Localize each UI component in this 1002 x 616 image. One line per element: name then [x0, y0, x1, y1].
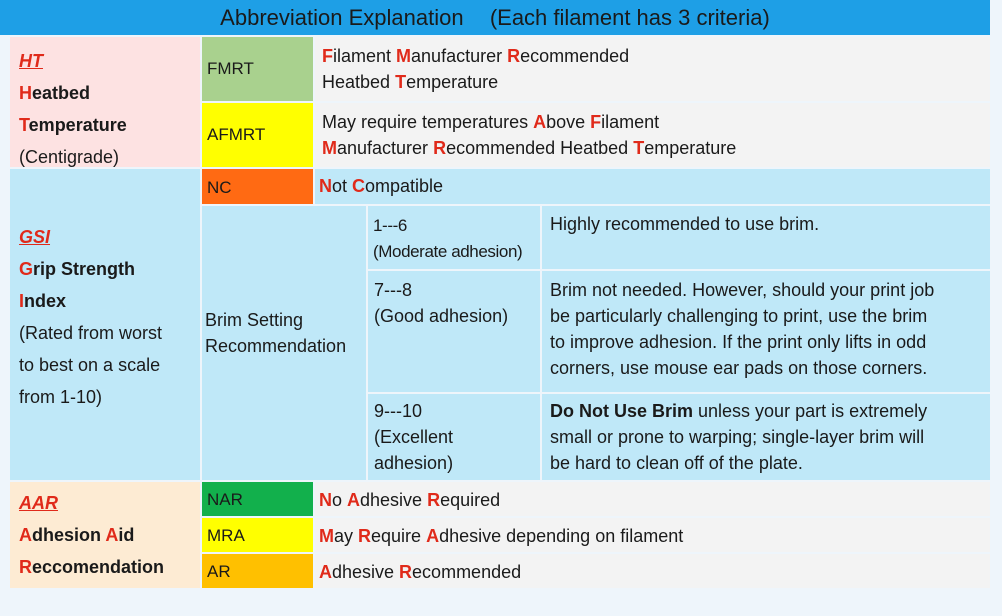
desc-afmrt: May require temperatures Above Filament Manufacturer Recommended Heatbed Temperature [315, 103, 990, 167]
code-fmrt: FMRT [202, 37, 313, 101]
code-ar: AR [202, 554, 313, 588]
aar-abbr: AAR [19, 493, 58, 513]
header-title: Abbreviation Explanation [220, 5, 464, 30]
code-nar: NAR [202, 482, 313, 516]
code-mra: MRA [202, 518, 313, 552]
brim-text-2: Brim not needed. However, should your print job be particularly challenging to print, use the brim to improve adhesion. If the print only lifts in odd corners, use mouse ear pads on those corners. [542, 271, 990, 392]
aar-section-label: AAR Adhesion Aid Reccomendation [10, 482, 200, 588]
gsi-section-label: GSI Grip Strength Index (Rated from worst to best on a scale from 1-10) [10, 169, 200, 480]
ht-section-label: HT Heatbed Temperature (Centigrade) [10, 37, 200, 167]
desc-mra: May Require Adhesive depending on filament [315, 518, 990, 552]
desc-nc: Not Compatible [315, 169, 990, 204]
brim-range-1: 1---6 (Moderate adhesion) [368, 206, 540, 269]
header-subtitle: (Each filament has 3 criteria) [489, 5, 770, 30]
code-nc: NC [202, 169, 313, 204]
brim-range-3: 9---10 (Excellent adhesion) [368, 394, 540, 480]
gsi-abbr: GSI [19, 227, 51, 247]
desc-fmrt: Filament Manufacturer Recommended Heatbed Temperature [315, 37, 990, 101]
table-header [0, 0, 990, 35]
desc-ar: Adhesive Recommended [315, 554, 990, 588]
brim-setting-label: Brim Setting Recommendation [202, 206, 366, 480]
brim-text-1: Highly recommended to use brim. [542, 206, 990, 269]
brim-text-3: Do Not Use Brim unless your part is extremely small or prone to warping; single-layer brim will be hard to clean off of the plate. [542, 394, 990, 480]
desc-nar: No Adhesive Required [315, 482, 990, 516]
code-afmrt: AFMRT [202, 103, 313, 167]
brim-range-2: 7---8 (Good adhesion) [368, 271, 540, 392]
ht-abbr: HT [19, 51, 43, 71]
